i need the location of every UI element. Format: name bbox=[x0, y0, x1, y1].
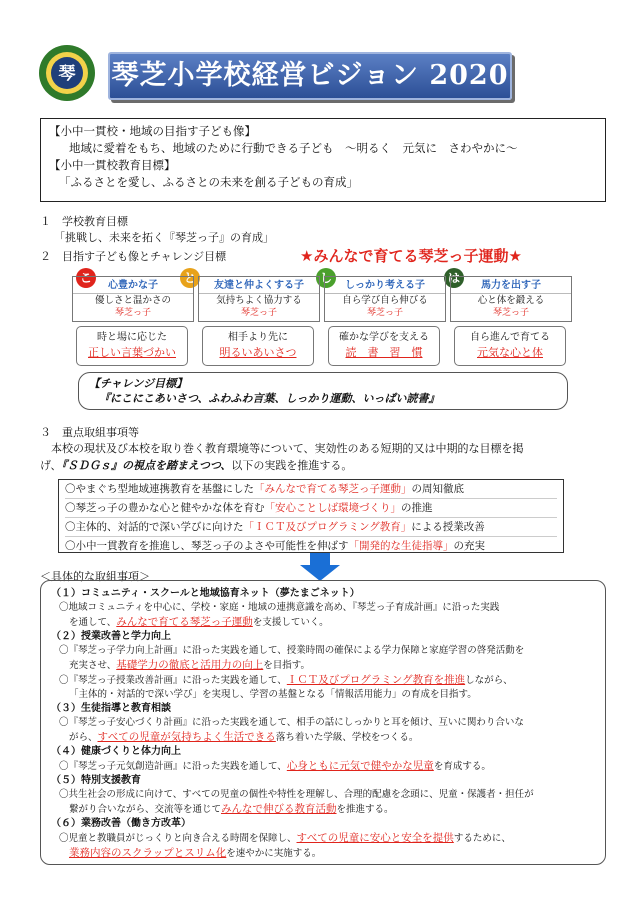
challenge-box-3 bbox=[328, 326, 440, 366]
detail-text: 〇共生社会の形成に向けて、すべての児童の個性や特性を理解し、合理的配慮を念頭に、児童・保護者・担任が bbox=[59, 789, 534, 800]
goal-desc-4: 心と体を鍛える bbox=[477, 295, 545, 306]
challenge-line-3: 確かな学びを支える bbox=[339, 332, 429, 343]
goal-column-4 bbox=[450, 276, 572, 322]
down-arrow-icon bbox=[300, 553, 340, 581]
challenge-box-1 bbox=[76, 326, 188, 366]
detail-text: 〇『琴芝っ子学力向上計画』に沿った実践を通して、授業時間の確保による学力保障と家庭学習の啓発活動を bbox=[59, 645, 525, 656]
motto-line-2: 「ふるさとを愛し、ふるさとの未来を創る子どもの育成」 bbox=[59, 175, 358, 189]
goal-desc-1: 優しさと温かさの bbox=[94, 295, 171, 306]
goal-title-2: 友達と仲よくする子 bbox=[199, 279, 319, 294]
section-2-heading: ２ 目指す子ども像とチャレンジ目標 bbox=[40, 250, 227, 263]
measure-item: 〇琴芝っ子の豊かな心と健やかな体を育む「安心ことしば環境づくり」の推進 bbox=[65, 499, 557, 518]
challenge-line-2: 相手より先に bbox=[228, 332, 288, 343]
goal-red-2: 琴芝っ子 bbox=[240, 308, 277, 318]
section-1 bbox=[40, 214, 274, 246]
motto-box bbox=[40, 118, 606, 202]
motto-line-1: 地域に愛着をもち、地域のために行動できる子ども ～明るく 元気に さわやかに～ bbox=[69, 141, 518, 155]
goal-column-2 bbox=[198, 276, 320, 322]
goal-title-4: 馬力を出す子 bbox=[451, 279, 571, 294]
goal-title-3: しっかり考える子 bbox=[325, 279, 445, 294]
detail-heading: ＜具体的な取組事項＞ bbox=[40, 570, 150, 583]
section-3-paragraph bbox=[40, 440, 606, 474]
badge-ha: は bbox=[444, 268, 464, 288]
detail-heading-1: （１）コミュニティ・スクールと地域協育ネット（夢たまごネット） bbox=[51, 588, 360, 599]
challenge-line-4: 自ら進んで育てる bbox=[470, 332, 550, 343]
goal-column-1 bbox=[72, 276, 194, 322]
challenge-target-2: 明るいあいさつ bbox=[219, 346, 297, 359]
challenge-target-4: 元気な心と体 bbox=[477, 346, 543, 359]
goal-title-1: 心豊かな子 bbox=[73, 279, 193, 294]
paragraph-line-2a: げ、 bbox=[40, 459, 62, 472]
paragraph-line-1: 本校の現状及び本校を取り巻く教育環境等について、実効性のある短期的又は中期的な目標を掲 bbox=[51, 442, 524, 455]
motto-heading-2: 【小中一貫校教育目標】 bbox=[49, 158, 176, 172]
goal-desc-2: 気持ちよく協力する bbox=[216, 295, 302, 306]
challenge-target-1: 正しい言葉づかい bbox=[88, 346, 176, 359]
goal-desc-3: 自ら学び自ら伸びる bbox=[342, 295, 428, 306]
detail-heading-6: （６）業務改善（働き方改革） bbox=[51, 818, 191, 829]
section-1-text: 「挑戦し、未来を拓く『琴芝っ子』の育成」 bbox=[54, 231, 274, 244]
challenge-box-2 bbox=[202, 326, 314, 366]
sdgs-emphasis: 『ＳＤＧｓ』の視点を踏まえつつ、 bbox=[61, 459, 232, 472]
challenge-goal-box bbox=[78, 372, 568, 410]
measure-item: 〇主体的、対話的で深い学びに向けた「ＩＣＴ及びプログラミング教育」による授業改善 bbox=[65, 518, 557, 537]
goal-column-3 bbox=[324, 276, 446, 322]
measure-item: 〇小中一貫教育を推進し、琴芝っ子のよさや可能性を伸ばす「開発的な生徒指導」の充実 bbox=[65, 540, 485, 552]
badge-shi: し bbox=[316, 268, 336, 288]
goal-red-4: 琴芝っ子 bbox=[492, 308, 529, 318]
detail-heading-4: （４）健康づくりと体力向上 bbox=[51, 746, 181, 757]
challenge-target-3: 読 書 習 慣 bbox=[345, 346, 423, 359]
challenge-text: 『にこにこあいさつ、ふわふわ言葉、しっかり運動、いっぱい読書』 bbox=[99, 392, 440, 405]
measure-item: 〇やまぐち型地域連携教育を基盤にした「みんなで育てる琴芝っ子運動」の周知徹底 bbox=[65, 480, 557, 499]
detail-heading-5: （５）特別支援教育 bbox=[51, 775, 141, 786]
goal-red-3: 琴芝っ子 bbox=[366, 308, 403, 318]
section-1-heading: １ 学校教育目標 bbox=[40, 215, 128, 228]
detail-box: （１）コミュニティ・スクールと地域協育ネット（夢たまごネット） 〇地域コミュニティを中心に、学校・家庭・地域の連携意識を高め、『琴芝っ子育成計画』に沿った実践 を通して、みんなで育てる琴芝っ子運動を支援していく。 （２）授業改善と学力向上 〇『琴芝っ子学力向上計画』に沿った実践を通して、授業時間の確保による学力保障と家庭学習の啓発活動を 充実させ、基礎学力の徹底と活用力の向上を目指す。 〇『琴芝っ子授業改善計画』に沿った実践を通して、ＩＣＴ及びプログラミング教育を推進しながら、 「主体的・対話的で深い学び」を実現し、学習の基盤となる「情報活用能力」の育成を目指す。 （３）生徒指導と教育相談 〇『琴芝っ子安心づくり計画』に沿った実践を通して、相手の話にしっかりと耳を傾け、互いに関わり合いな がら、すべての児童が気持ちよく生活できる落ち着いた学級、学校をつくる。 （４）健康づくりと体力向上 〇『琴芝っ子元気創造計画』に沿った実践を通して、心身ともに元気で健やかな児童を育成する。 （５）特別支援教育 〇共生社会の形成に向けて、すべての児童の個性や特性を理解し、合理的配慮を念頭に、児童・保護者・担任が 繋がり合いながら、交流等を通じてみんなで伸びる教育活動を推進する。 （６）業務改善（働き方改革） 〇児童と教職員がじっくりと向き合える時間を保障し、すべての児童に安心と安全を提供するために、 業務内容のスクラップとスリム化を速やかに実施する。 bbox=[40, 580, 606, 865]
goal-red-1: 琴芝っ子 bbox=[114, 308, 151, 318]
challenge-label: 【チャレンジ目標】 bbox=[89, 377, 188, 390]
motto-heading-1: 【小中一貫校・地域の目指す子ども像】 bbox=[49, 124, 256, 138]
badge-to: と bbox=[180, 268, 200, 288]
challenge-line-1: 時と場に応じた bbox=[97, 332, 167, 343]
page-title: 琴芝小学校経営ビジョン 2020 bbox=[108, 52, 512, 100]
challenge-box-4 bbox=[454, 326, 566, 366]
detail-text: 「主体的・対話的で深い学び」を実現し、学習の基盤となる「情報活用能力」の育成を目指す。 bbox=[69, 689, 477, 700]
detail-text: 〇地域コミュニティを中心に、学校・家庭・地域の連携意識を高め、『琴芝っ子育成計画』に沿った実践 bbox=[59, 602, 500, 613]
badge-ko: こ bbox=[76, 268, 96, 288]
detail-text: 〇『琴芝っ子安心づくり計画』に沿った実践を通して、相手の話にしっかりと耳を傾け、互いに関わり合いな bbox=[59, 717, 524, 728]
slogan: ★みんなで育てる琴芝っ子運動★ bbox=[300, 247, 522, 265]
detail-heading-3: （３）生徒指導と教育相談 bbox=[51, 703, 171, 714]
emblem-char: 琴 bbox=[58, 64, 76, 84]
school-emblem-icon bbox=[38, 44, 96, 102]
section-3-heading: ３ 重点取組事項等 bbox=[40, 426, 139, 439]
detail-heading-2: （２）授業改善と学力向上 bbox=[51, 631, 171, 642]
key-measures-box bbox=[58, 479, 564, 553]
paragraph-line-2c: 以下の実践を推進する。 bbox=[231, 459, 353, 472]
